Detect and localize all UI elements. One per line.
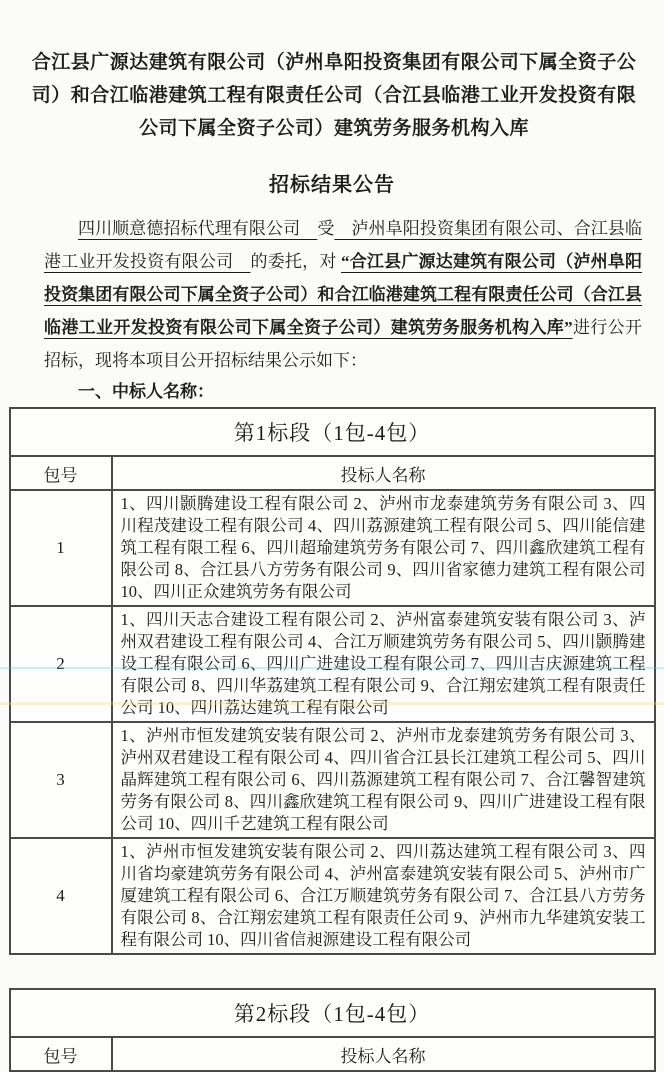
intro-text-received: 受 (317, 219, 335, 238)
table-row (10, 722, 655, 838)
bidder-list: 1、四川颢腾建设工程有限公司 2、泸州市龙泰建筑劳务有限公司 3、四川程茂建设工程有限公司 4、四川荔源建筑工程有限公司 5、四川能信建筑工程有限工程 6、四川超瑜建筑劳务有限公司 7、四川鑫欣建筑工程有限公司 8、合江县八方劳务有限公司 9、四川省家德力建筑工程有限公司 10、四川正众建筑劳务有限公司 (112, 490, 655, 606)
section-2-title: 第2标段（1包-4包） (10, 989, 655, 1037)
package-no: 1 (10, 490, 112, 606)
document-page (0, 46, 664, 1071)
column-header-package-no: 包号 (10, 1037, 112, 1071)
section-2-column-header-row (10, 1037, 655, 1071)
client-names: 泸州阜阳投资集团有限公司、合江县临港工业开发投资有限公司 (44, 219, 642, 271)
intro-text-entrust: 的委托，对 (250, 252, 341, 271)
intro-text-tail: 进行公开招标，现将本项目公开招标结果公示如下： (44, 318, 643, 370)
column-header-bidder-name: 投标人名称 (112, 1037, 655, 1071)
package-no: 3 (10, 722, 112, 838)
bidder-list: 1、泸州市恒发建筑安装有限公司 2、泸州市龙泰建筑劳务有限公司 3、泸州双君建设工程有限公司 4、四川省合江县长江建筑工程公司 5、四川晶辉建筑工程有限公司 6、四川荔源建筑工程有限公司 7、合江馨智建筑劳务有限公司 8、四川鑫欣建筑工程有限公司 9、四川广进建设工程有限公司 10、四川千艺建筑工程有限公司 (112, 722, 655, 838)
package-no: 2 (10, 606, 112, 722)
table-row (10, 838, 655, 954)
section-1-title-row (10, 408, 655, 456)
table-row (10, 490, 655, 606)
section-1-column-header-row (10, 456, 655, 490)
section-2-title-row (10, 989, 655, 1037)
column-header-bidder-name: 投标人名称 (112, 456, 655, 490)
agency-name: 四川顺意德招标代理有限公司 (78, 219, 318, 238)
document-subtitle: 招标结果公告 (269, 174, 395, 196)
table-row (10, 606, 655, 722)
section-heading-winner-names: 一、中标人名称： (78, 382, 214, 401)
section-1-table (9, 407, 656, 955)
intro-paragraph (44, 212, 642, 377)
package-no: 4 (10, 838, 112, 954)
bidder-list: 1、泸州市恒发建筑安装有限公司 2、四川荔达建筑工程有限公司 3、四川省均豪建筑劳务有限公司 4、泸州富泰建筑安装有限公司 5、泸州市广厦建筑工程有限公司 6、合江万顺建筑劳务有限公司 7、合江县八方劳务有限公司 8、合江翔宏建筑工程有限责任公司 9、泸州市九华建筑安装工程有限公司 10、四川省信昶源建设工程有限公司 (112, 838, 655, 954)
section-1-title: 第1标段（1包-4包） (10, 408, 655, 456)
column-header-package-no: 包号 (10, 456, 112, 490)
bidder-list: 1、四川天志合建设工程有限公司 2、泸州富泰建筑安装有限公司 3、泸州双君建设工程有限公司 4、合江万顺建筑劳务有限公司 5、四川颢腾建设工程有限公司 6、四川广进建设工程有限公司 7、四川吉庆源建筑工程有限公司 8、四川华荔建筑工程有限公司 9、合江翔宏建筑工程有限责任公司 10、四川荔达建筑工程有限公司 (112, 606, 655, 722)
section-2-table (9, 988, 656, 1072)
document-title: 合江县广源达建筑有限公司（泸州阜阳投资集团有限公司下属全资子公司）和合江临港建筑工程有限责任公司（合江县临港工业开发投资有限公司下属全资子公司）建筑劳务服务机构入库 (31, 52, 637, 139)
project-name: “合江县广源达建筑有限公司（泸州阜阳投资集团有限公司下属全资子公司）和合江临港建筑工程有限责任公司（合江县临港工业开发投资有限公司下属全资子公司）建筑劳务服务机构入库” (44, 252, 643, 337)
